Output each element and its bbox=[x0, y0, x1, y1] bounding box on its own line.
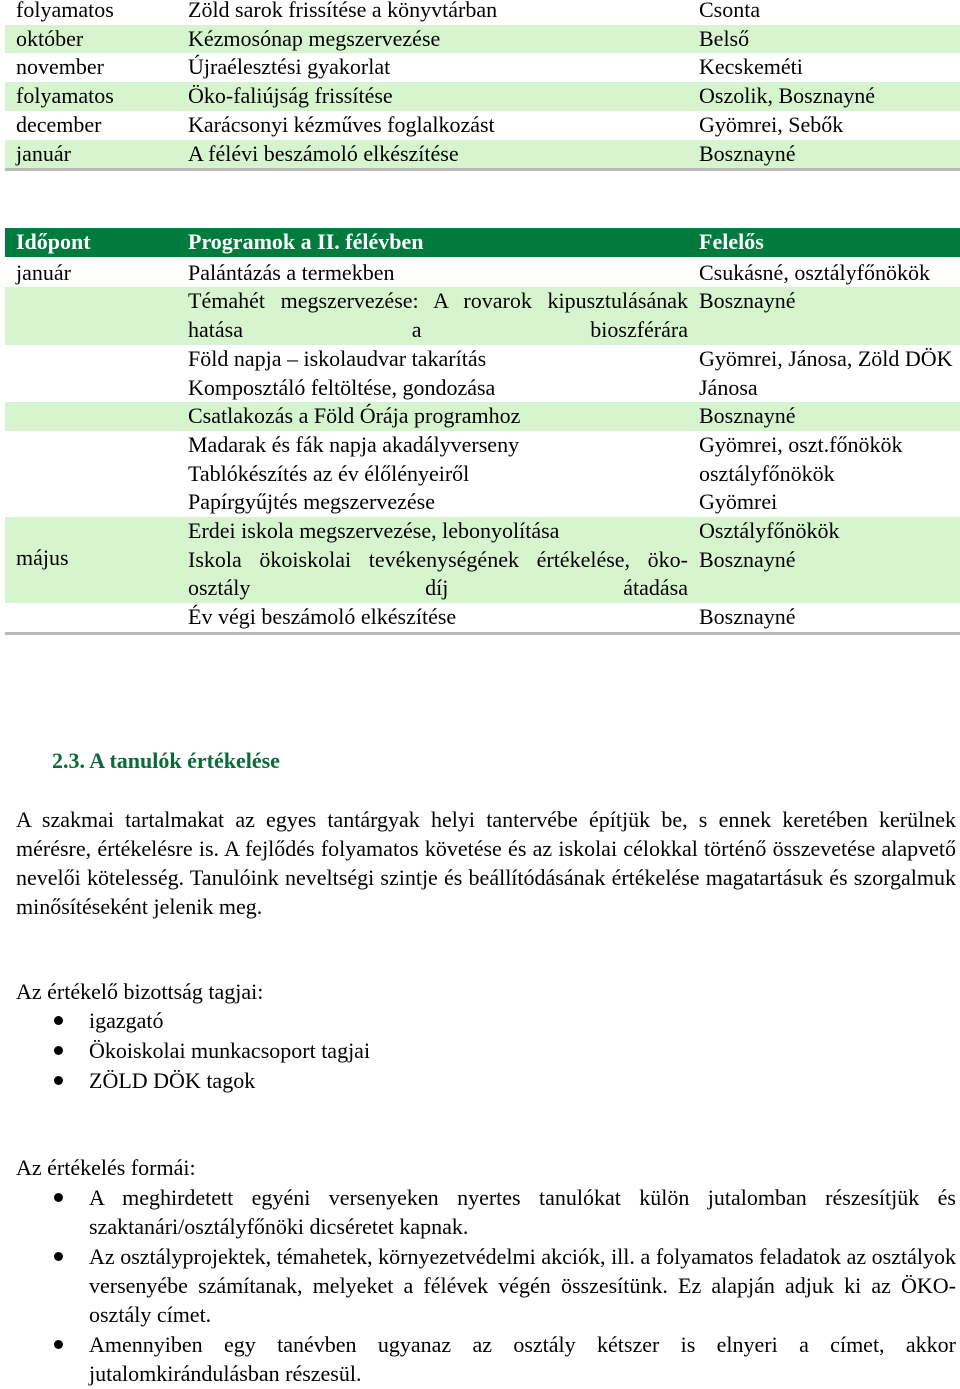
table-row bbox=[5, 345, 960, 374]
time-cell bbox=[5, 402, 177, 431]
forms-list bbox=[0, 1183, 956, 1389]
time-cell bbox=[5, 345, 177, 374]
table-row bbox=[5, 488, 960, 517]
program-cell: Madarak és fák napja akadályverseny bbox=[188, 431, 520, 457]
program-cell bbox=[177, 287, 688, 344]
table-row bbox=[5, 603, 960, 633]
table-row bbox=[5, 111, 960, 140]
table-row bbox=[5, 82, 960, 111]
time-cell bbox=[5, 431, 177, 460]
list-item bbox=[0, 1330, 956, 1388]
program-cell: A félévi beszámoló elkészítése bbox=[177, 140, 688, 170]
program-cell: Csatlakozás a Föld Órája programhoz bbox=[177, 402, 688, 431]
program-cell: Öko-faliújság frissítése bbox=[177, 82, 688, 111]
responsible-cell: osztályfőnökök bbox=[699, 460, 835, 486]
program-cell: Tablókészítés az év élőlényeiről bbox=[188, 460, 470, 486]
section-title: 2.3. A tanulók értékelése bbox=[52, 748, 280, 773]
responsible-cell: Osztályfőnökök bbox=[688, 517, 960, 546]
list-item-text: ZÖLD DÖK tagok bbox=[89, 1068, 256, 1093]
responsible-cell: Bosznayné bbox=[688, 402, 960, 431]
bullet-icon bbox=[54, 1340, 63, 1349]
list-item bbox=[0, 1242, 956, 1329]
committee-list bbox=[0, 1006, 956, 1096]
table-row bbox=[5, 287, 960, 344]
table-row bbox=[5, 53, 960, 82]
list-item bbox=[0, 1183, 956, 1241]
forms-heading: Az értékelés formái: bbox=[16, 1155, 196, 1180]
time-cell bbox=[5, 287, 177, 344]
time-cell: január bbox=[16, 259, 71, 285]
table-row bbox=[5, 25, 960, 54]
time-cell: december bbox=[16, 111, 102, 137]
responsible-cell: Jánosa bbox=[699, 374, 758, 400]
list-item-text: Amennyiben egy tanévben ugyanaz az osztály kétszer is elnyeri a címet, akkor jutalomkirándulásban részesül. bbox=[89, 1332, 956, 1386]
table-row bbox=[5, 517, 960, 546]
program-text: Iskola ökoiskolai tevékenységének értékelése, öko-osztály díj átadása bbox=[188, 546, 688, 601]
table-header-row bbox=[5, 228, 960, 258]
time-cell: folyamatos bbox=[5, 82, 177, 111]
responsible-cell: Bosznayné bbox=[688, 140, 960, 170]
bullet-icon bbox=[54, 1046, 63, 1055]
responsible-cell: Gyömrei bbox=[699, 489, 778, 515]
bullet-icon bbox=[54, 1076, 63, 1085]
bullet-icon bbox=[54, 1193, 63, 1202]
program-cell: Zöld sarok frissítése a könyvtárban bbox=[188, 0, 498, 22]
table-row bbox=[5, 140, 960, 170]
responsible-cell: Gyömrei, Jánosa, Zöld DÖK bbox=[699, 345, 953, 371]
time-cell: folyamatos bbox=[16, 0, 114, 22]
header-program: Programok a II. félévben bbox=[177, 228, 688, 258]
time-cell bbox=[5, 603, 177, 633]
responsible-cell: Csonta bbox=[699, 0, 761, 22]
list-item-text: igazgató bbox=[89, 1008, 164, 1033]
second-semester-table bbox=[5, 228, 960, 635]
bullet-icon bbox=[54, 1016, 63, 1025]
responsible-cell: Csukásné, osztályfőnökök bbox=[699, 259, 930, 285]
time-cell bbox=[5, 488, 177, 517]
time-cell: november bbox=[16, 54, 104, 80]
program-cell: Palántázás a termekben bbox=[188, 259, 395, 285]
program-cell: Papírgyűjtés megszervezése bbox=[188, 489, 436, 515]
program-cell: Év végi beszámoló elkészítése bbox=[177, 603, 688, 633]
section-paragraph: A szakmai tartalmakat az egyes tantárgyak helyi tantervébe építjük be, s ennek keretében kerülnek mérésre, értékelésre is. A fejlődés folyamatos követése és az iskolai célokkal történő összevetése alapvető nevelői kötelesség. Tanulóink neveltségi szintje és beállítódásának értékelése magatartásuk és szorgalmuk minősítéseként jelenik meg. bbox=[16, 807, 956, 919]
program-cell bbox=[177, 546, 688, 603]
table-row bbox=[5, 402, 960, 431]
bullet-icon bbox=[54, 1252, 63, 1261]
committee-heading: Az értékelő bizottság tagjai: bbox=[16, 979, 264, 1004]
program-cell: Föld napja – iskolaudvar takarítás bbox=[188, 345, 487, 371]
list-item-text: Ökoiskolai munkacsoport tagjai bbox=[89, 1038, 371, 1063]
table-row bbox=[5, 431, 960, 460]
program-cell: Karácsonyi kézműves foglalkozást bbox=[188, 111, 495, 137]
responsible-cell: Gyömrei, Sebők bbox=[699, 111, 844, 137]
time-cell: október bbox=[5, 25, 177, 54]
list-item-text: A meghirdetett egyéni versenyeken nyertes tanulókat külön jutalomban részesítjük és szaktanári/osztályfőnöki dicséretet kapnak. bbox=[89, 1185, 956, 1239]
program-cell: Komposztáló feltöltése, gondozása bbox=[188, 374, 496, 400]
responsible-cell: Kecskeméti bbox=[699, 54, 803, 80]
table-row bbox=[5, 374, 960, 403]
responsible-cell: Gyömrei, oszt.főnökök bbox=[699, 431, 903, 457]
list-item-text: Az osztályprojektek, témahetek, környezetvédelmi akciók, ill. a folyamatos feladatok az osztályok versenyébe számítanak, melyeket a félévek végén összesítünk. Ez alapján adjuk ki az ÖKO-osztály címet. bbox=[89, 1244, 956, 1327]
time-cell bbox=[5, 460, 177, 489]
time-cell: január bbox=[5, 140, 177, 170]
program-cell: Újraélesztési gyakorlat bbox=[188, 54, 391, 80]
time-cell bbox=[5, 374, 177, 403]
header-time: Időpont bbox=[5, 228, 177, 258]
program-cell: Kézmosónap megszervezése bbox=[177, 25, 688, 54]
table-row bbox=[5, 460, 960, 489]
responsible-cell: Belső bbox=[688, 25, 960, 54]
responsible-cell: Bosznayné bbox=[688, 546, 960, 603]
program-cell: Erdei iskola megszervezése, lebonyolítása bbox=[177, 517, 688, 546]
table-row bbox=[5, 0, 960, 25]
responsible-cell: Bosznayné bbox=[688, 287, 960, 344]
table-row bbox=[5, 258, 960, 288]
first-semester-table bbox=[5, 0, 960, 171]
time-cell: május bbox=[5, 517, 177, 603]
list-item bbox=[0, 1066, 956, 1095]
header-responsible: Felelős bbox=[688, 228, 960, 258]
list-item bbox=[0, 1036, 956, 1065]
responsible-cell: Oszolik, Bosznayné bbox=[688, 82, 960, 111]
program-text: Témahét megszervezése: A rovarok kipusztulásának hatása a bioszférára bbox=[188, 288, 688, 343]
list-item bbox=[0, 1006, 956, 1035]
responsible-cell: Bosznayné bbox=[688, 603, 960, 633]
